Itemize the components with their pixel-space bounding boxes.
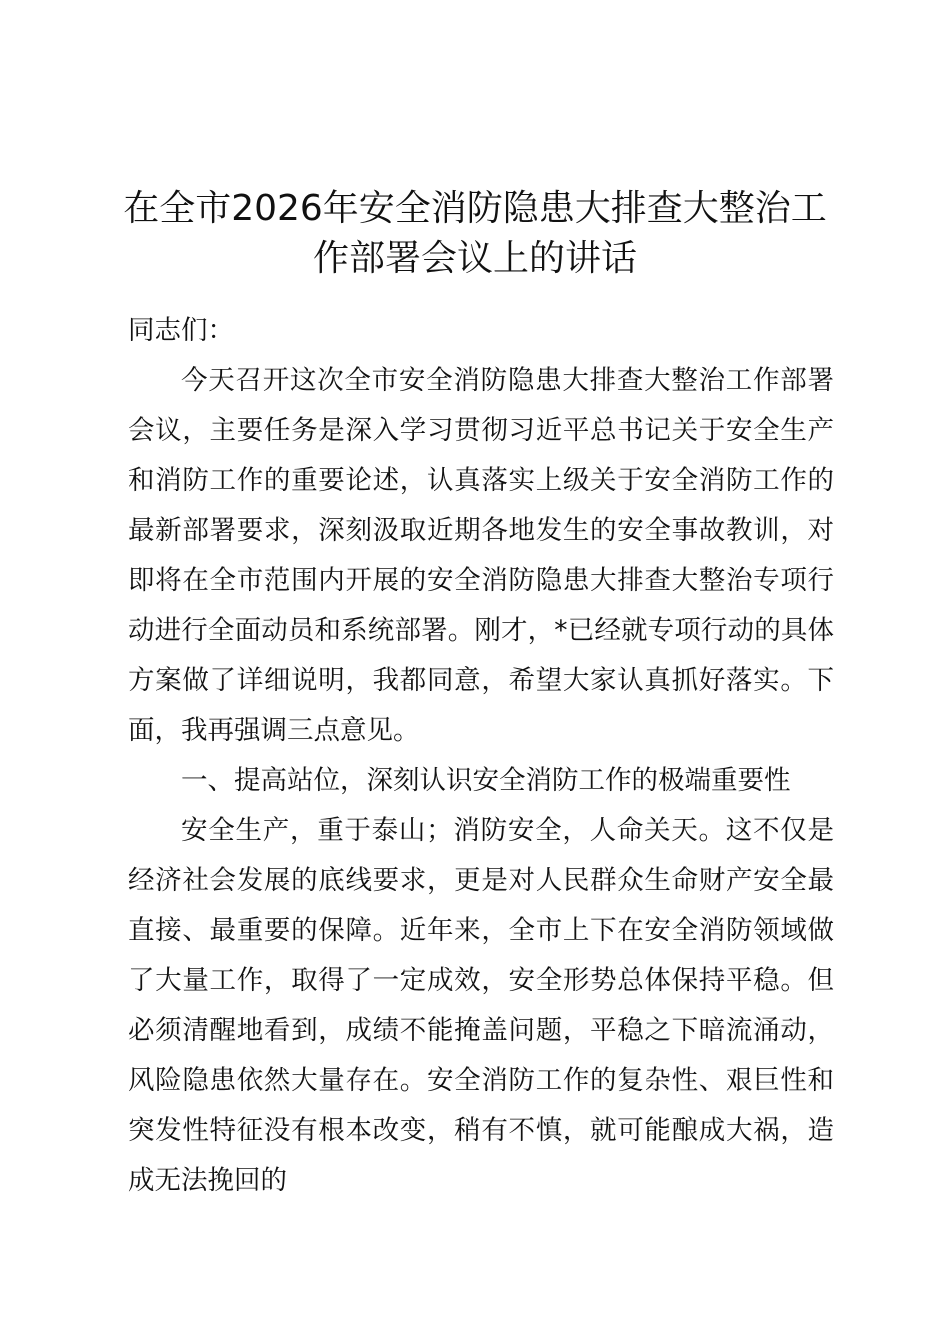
section-heading: 一、提高站位，深刻认识安全消防工作的极端重要性: [181, 765, 791, 796]
intro-paragraph: 今天召开这次全市安全消防隐患大排查大整治工作部署会议，主要任务是深入学习贯彻习近平总书记关于安全生产和消防工作的重要论述，认真落实上级关于安全消防工作的最新部署要求，深刻汲取近期各地发生的安全事故教训，对即将在全市范围内开展的安全消防隐患大排查大整治专项行动进行全面动员和系统部署。刚才，*已经就专项行动的具体方案做了详细说明，我都同意，希望大家认真抓好落实。下面，我再强调三点意见。: [128, 365, 834, 746]
salutation: 同志们：: [128, 315, 234, 346]
document-body: [128, 306, 834, 1206]
section-paragraph: 安全生产，重于泰山；消防安全，人命关天。这不仅是经济社会发展的底线要求，更是对人民群众生命财产安全最直接、最重要的保障。近年来，全市上下在安全消防领域做了大量工作，取得了一定成效，安全形势总体保持平稳。但必须清醒地看到，成绩不能掩盖问题，平稳之下暗流涌动，风险隐患依然大量存在。安全消防工作的复杂性、艰巨性和突发性特征没有根本改变，稍有不慎，就可能酿成大祸，造成无法挽回的: [128, 815, 834, 1196]
document-title: 在全市2026年安全消防隐患大排查大整治工作部署会议上的讲话: [123, 188, 827, 280]
